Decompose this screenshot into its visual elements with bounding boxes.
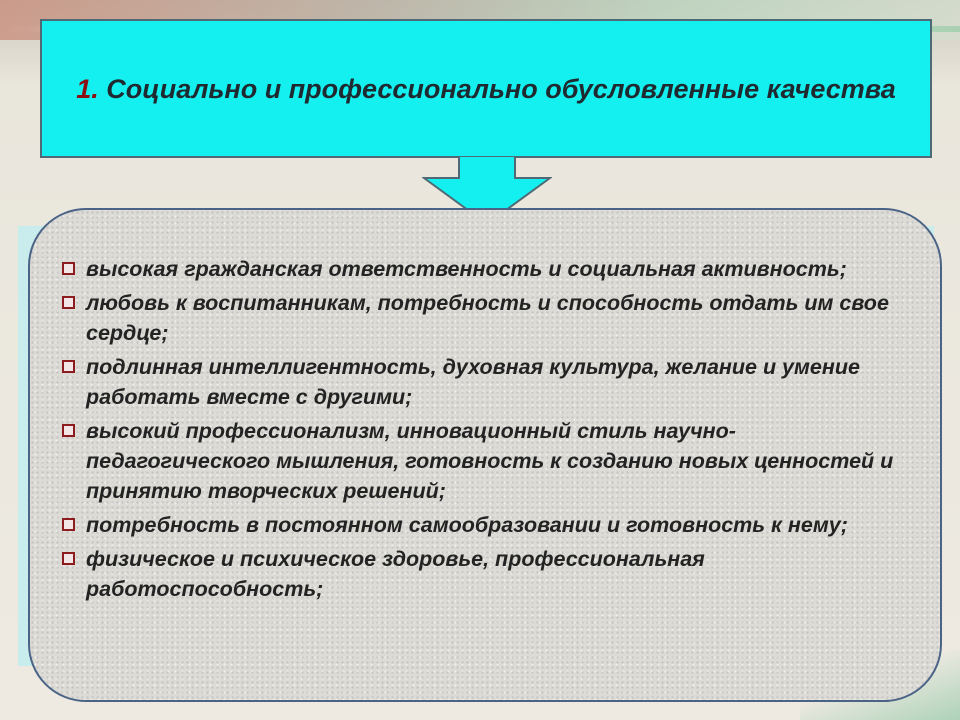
title-text: Социально и профессионально обусловленные качества [106,73,896,104]
qualities-list [62,254,900,604]
checkbox-bullet-icon [62,518,75,531]
list-item [62,254,900,284]
qualities-box [28,208,942,702]
list-item-text: высокий профессионализм, инновационный стиль научно-педагогического мышления, готовность к созданию новых ценностей и принятию творческих решений; [86,419,894,503]
checkbox-bullet-icon [62,552,75,565]
checkbox-bullet-icon [62,296,75,309]
list-item [62,544,900,604]
list-item-text: высокая гражданская ответственность и социальная активность; [86,257,847,281]
title-box [40,19,932,158]
list-item-text: потребность в постоянном самообразовании и готовность к нему; [86,513,848,537]
list-item [62,352,900,412]
list-item [62,510,900,540]
checkbox-bullet-icon [62,360,75,373]
list-item [62,416,900,506]
title-number: 1. [76,73,99,104]
list-item-text: физическое и психическое здоровье, профессиональная работоспособность; [86,547,705,601]
list-item-text: любовь к воспитанникам, потребность и способность отдать им свое сердце; [86,291,889,345]
slide-title [46,72,926,106]
checkbox-bullet-icon [62,424,75,437]
checkbox-bullet-icon [62,262,75,275]
list-item-text: подлинная интеллигентность, духовная культура, желание и умение работать вместе с другими; [86,355,860,409]
list-item [62,288,900,348]
